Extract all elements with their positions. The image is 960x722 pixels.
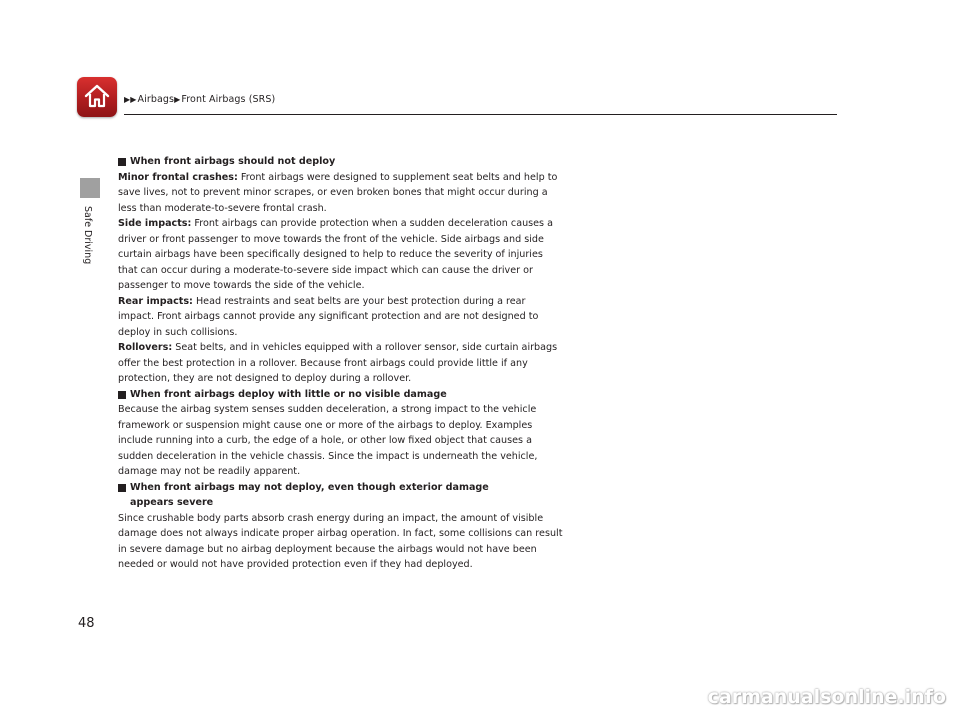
term-label: Minor frontal crashes: <box>118 171 238 183</box>
term-label: Rollovers: <box>118 342 173 353</box>
paragraph <box>118 340 564 387</box>
heading-square-icon <box>118 391 126 399</box>
section-tab-marker <box>80 178 100 198</box>
watermark: carmanualsonline.info <box>707 686 946 708</box>
breadcrumb-section-link[interactable]: Airbags <box>137 94 175 105</box>
paragraph <box>118 216 564 294</box>
paragraph-text: Seat belts, and in vehicles equipped with a rollover sensor, side curtain airbags offer the best protection in a rollover. Because front airbags could provide little if any protection, they are not designed to deploy during a rollover. <box>118 342 558 384</box>
section-heading <box>118 154 564 170</box>
section-heading <box>118 387 564 403</box>
header-divider <box>124 114 837 115</box>
paragraph <box>118 170 564 217</box>
home-button[interactable] <box>77 77 117 117</box>
paragraph: Since crushable body parts absorb crash energy during an impact, the amount of visible damage does not always indicate proper airbag operation. In fact, some collisions can result in severe damage but no airbag deployment because the airbags would not have been needed or would not have provided protection even if they had deployed. <box>118 512 563 570</box>
heading-text: When front airbags may not deploy, even though exterior damage <box>130 481 489 493</box>
paragraph-text: Front airbags can provide protection when a sudden deceleration causes a driver or front passenger to move towards the front of the vehicle. Side airbags and side curtain airbags have been specifically designed to help to reduce the severity of injuries that can occur during a moderate-to-severe side impact which can cause the driver or passenger to move towards the side of the vehicle. <box>118 218 553 291</box>
paragraph <box>118 294 564 341</box>
breadcrumb <box>124 94 275 105</box>
heading-square-icon <box>118 158 126 166</box>
paragraph-text: Front airbags were designed to supplement seat belts and help to save lives, not to prevent minor scrapes, or even broken bones that might occur during a less than moderate-to-severe frontal crash. <box>118 171 558 214</box>
paragraph: Because the airbag system senses sudden deceleration, a strong impact to the vehicle framework or suspension might cause one or more of the airbags to deploy. Examples include running into a curb, the edge of a hole, or other low fixed object that causes a sudden deceleration in the vehicle chassis. Since the impact is underneath the vehicle, damage may not be readily apparent. <box>118 404 538 477</box>
main-content <box>118 154 564 573</box>
section-heading <box>118 480 564 511</box>
heading-text: When front airbags should not deploy <box>130 156 336 167</box>
page-number: 48 <box>78 616 95 631</box>
section-label: Safe Driving <box>82 206 93 265</box>
heading-square-icon <box>118 484 126 492</box>
heading-text-continued: appears severe <box>130 497 214 508</box>
term-label: Rear impacts: <box>118 295 193 307</box>
heading-text: When front airbags deploy with little or no visible damage <box>130 388 447 400</box>
paragraph-text: Head restraints and seat belts are your best protection during a rear impact. Front airbags cannot provide any significant protection and are not designed to deploy in such collisions. <box>118 295 539 338</box>
breadcrumb-topic: Front Airbags (SRS) <box>181 94 276 105</box>
term-label: Side impacts: <box>118 218 192 229</box>
breadcrumb-arrow-icon: ▶▶ <box>124 95 137 104</box>
home-icon <box>83 82 111 110</box>
breadcrumb-separator-icon: ▶ <box>174 95 181 104</box>
